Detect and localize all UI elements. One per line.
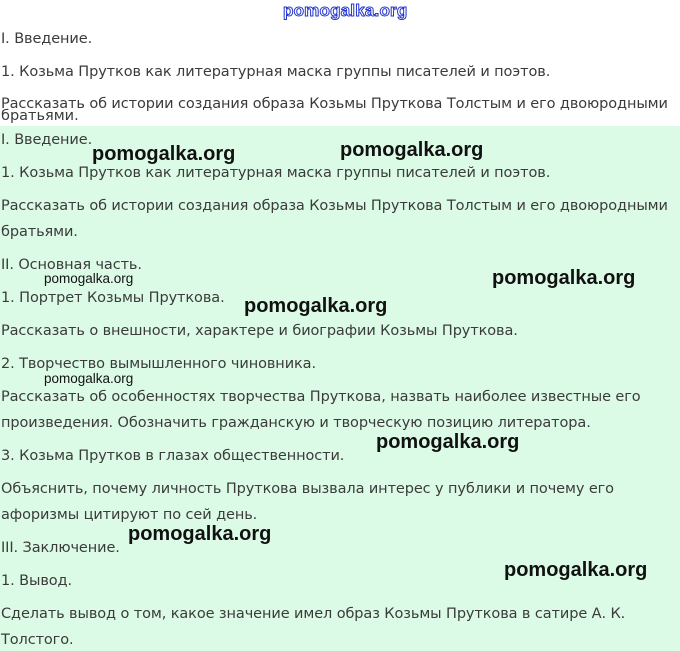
plan-text: Сделать вывод о том, какое значение имел образ Козьмы Пруткова в сатире А. К. bbox=[1, 606, 626, 622]
watermark: pomogalka.org bbox=[492, 267, 636, 289]
plan-item: 2. Творчество вымышленного чиновника. bbox=[1, 356, 316, 372]
plan-item: 1. Портрет Козьмы Пруткова. bbox=[1, 290, 225, 306]
plan-text: Толстого. bbox=[1, 632, 74, 648]
watermark: pomogalka.org bbox=[44, 371, 134, 386]
watermark: pomogalka.org bbox=[128, 523, 272, 545]
preview-cut-text: братьями. bbox=[1, 108, 79, 124]
plan-text: произведения. Обозначить гражданскую и творческую позицию литератора. bbox=[1, 415, 591, 431]
watermark: pomogalka.org bbox=[376, 431, 520, 453]
watermark: pomogalka.org bbox=[244, 295, 388, 317]
watermark-top: pomogalka.org bbox=[283, 1, 408, 20]
plan-item: 1. Козьма Прутков как литературная маска группы писателей и поэтов. bbox=[1, 165, 551, 181]
plan-item: 3. Козьма Прутков в глазах общественности. bbox=[1, 448, 345, 464]
plan-text: афоризмы цитируют по сей день. bbox=[1, 507, 258, 523]
plan-text: Рассказать о внешности, характере и биографии Козьмы Пруткова. bbox=[1, 323, 518, 339]
preview-line: I. Введение. bbox=[1, 31, 93, 47]
plan-item: 1. Вывод. bbox=[1, 573, 72, 589]
plan-heading-intro: I. Введение. bbox=[1, 132, 93, 148]
plan-heading-conclusion: III. Заключение. bbox=[1, 540, 120, 556]
watermark: pomogalka.org bbox=[504, 559, 648, 581]
plan-text: Рассказать об особенностях творчества Пруткова, назвать наиболее известные его bbox=[1, 389, 641, 405]
watermark: pomogalka.org bbox=[340, 139, 484, 161]
plan-text: Рассказать об истории создания образа Козьмы Пруткова Толстым и его двоюродными bbox=[1, 198, 668, 214]
plan-heading-main: II. Основная часть. bbox=[1, 257, 142, 273]
plan-text: братьями. bbox=[1, 224, 78, 240]
watermark: pomogalka.org bbox=[44, 271, 134, 286]
plan-text: Объяснить, почему личность Пруткова вызвала интерес у публики и почему его bbox=[1, 481, 614, 497]
preview-line: 1. Козьма Прутков как литературная маска группы писателей и поэтов. bbox=[1, 64, 551, 80]
preview-section bbox=[0, 0, 680, 126]
watermark: pomogalka.org bbox=[92, 143, 236, 165]
preview-line: Рассказать об истории создания образа Козьмы Пруткова Толстым и его двоюродными bbox=[1, 96, 668, 112]
